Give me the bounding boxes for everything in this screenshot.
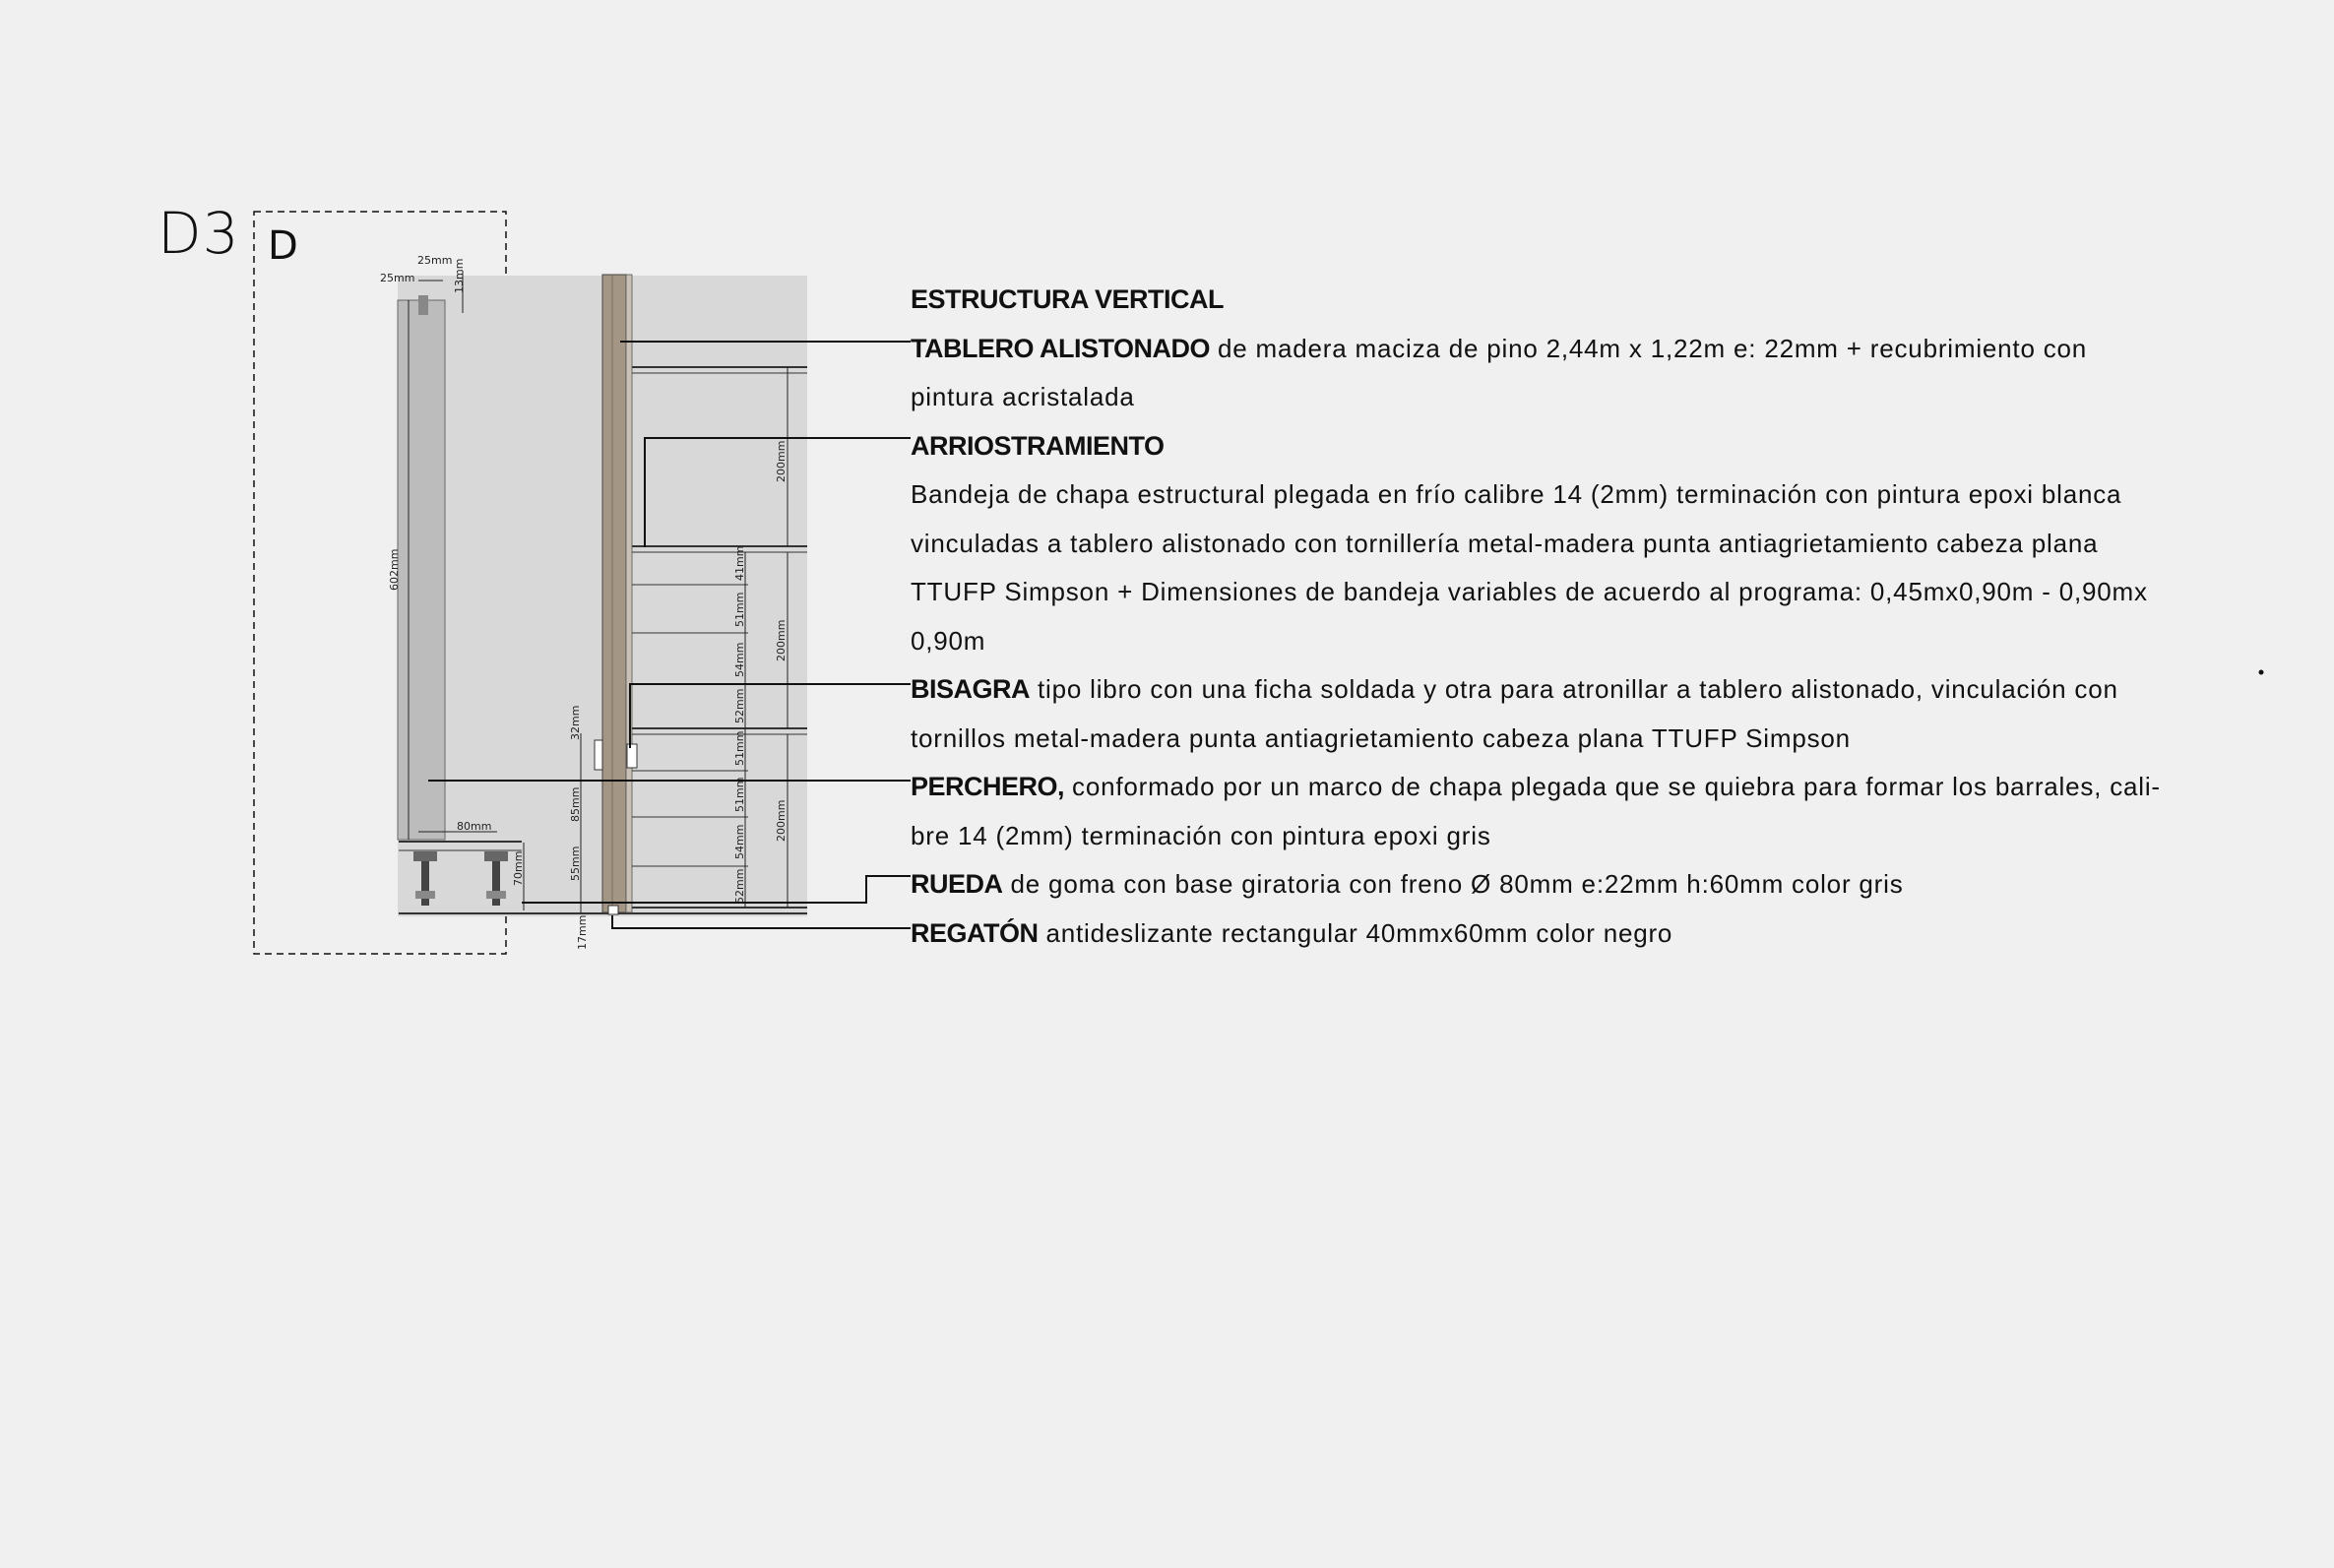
perchero-body bbox=[398, 300, 445, 840]
dim-bandeja-41: 41mm bbox=[733, 545, 746, 581]
note-title: BISAGRA bbox=[911, 674, 1031, 704]
dim-shelf-upper: 200mm bbox=[775, 440, 788, 482]
sheet-code: D3 bbox=[158, 200, 240, 267]
note-title: REGATÓN bbox=[911, 917, 1039, 948]
perchero-top-bracket bbox=[418, 295, 428, 315]
note-regaton bbox=[911, 909, 2161, 959]
dim-shelf-mid: 200mm bbox=[775, 619, 788, 661]
dim-left-55: 55mm bbox=[569, 846, 582, 881]
dim-perchero-top-width: 25mm bbox=[417, 254, 453, 267]
dim-wheel-width: 80mm bbox=[457, 820, 492, 833]
dim-bandeja-54a: 54mm bbox=[733, 642, 746, 677]
dim-perchero-height: 602mm bbox=[388, 548, 401, 591]
note-title: ESTRUCTURA VERTICAL bbox=[911, 284, 1224, 314]
dim-base-17: 17mm bbox=[576, 914, 589, 950]
note-rueda bbox=[911, 860, 2161, 909]
dim-bandeja-54b: 54mm bbox=[733, 824, 746, 859]
dim-shelf-lower: 200mm bbox=[775, 799, 788, 842]
regaton bbox=[608, 906, 618, 914]
tablero-edge bbox=[626, 275, 632, 912]
note-tablero-alistonado bbox=[911, 325, 2161, 422]
dim-bandeja-51c: 51mm bbox=[733, 777, 746, 812]
note-text: de madera maciza de pino 2,44m x 1,22m e: 22mm + recubrimiento con pintura acristalada bbox=[911, 333, 2088, 411]
note-title: ARRIOSTRAMIENTO bbox=[911, 430, 1165, 461]
note-bisagra bbox=[911, 665, 2161, 763]
note-text: de goma con base giratoria con freno Ø 80mm e:22mm h:60mm color gris bbox=[1010, 869, 1904, 899]
dim-perchero-top-height: 13mm bbox=[453, 258, 466, 293]
dim-perchero-left-width: 25mm bbox=[380, 272, 415, 284]
note-title: TABLERO ALISTONADO bbox=[911, 333, 1210, 363]
note-text: Bandeja de chapa estructural plegada en frío calibre 14 (2mm) terminación con pintura epoxi blanca vinculadas a tablero alistonado con tornillería metal-madera punta antiagrietamiento cabeza plana TTUFP Simpson + Dimensiones de bandeja variables de acuerdo al programa: 0,45mx0,90m - 0,90mx 0,90m bbox=[911, 479, 2148, 656]
dim-wheel-height: 70mm bbox=[512, 850, 525, 886]
note-title: RUEDA bbox=[911, 869, 1003, 899]
dim-left-32: 32mm bbox=[569, 705, 582, 740]
hinge bbox=[595, 740, 602, 770]
dim-left-85: 85mm bbox=[569, 786, 582, 822]
note-title: PERCHERO, bbox=[911, 772, 1065, 801]
dim-bandeja-51b: 51mm bbox=[733, 730, 746, 766]
note-text: tipo libro con una ficha soldada y otra para atronillar a tablero alistonado, vinculación con tornillos metal-madera punta antiagrietamiento cabeza plana TTUFP Simpson bbox=[911, 674, 2118, 753]
note-text: conformado por un marco de chapa plegada que se quiebra para formar los barrales, cali-bre 14 (2mm) terminación con pintura epoxi gris bbox=[911, 772, 2161, 850]
dim-bandeja-51a: 51mm bbox=[733, 592, 746, 627]
note-arriostramiento bbox=[911, 422, 2161, 471]
note-estructura-vertical bbox=[911, 276, 2161, 325]
dim-bandeja-52a: 52mm bbox=[733, 688, 746, 723]
tablero-board bbox=[602, 275, 626, 912]
note-perchero bbox=[911, 763, 2161, 860]
note-bandeja bbox=[911, 470, 2161, 665]
detail-letter: D bbox=[268, 223, 298, 269]
stray-mark bbox=[2259, 670, 2264, 675]
leader-regaton bbox=[612, 915, 911, 928]
dim-bandeja-52b: 52mm bbox=[733, 868, 746, 904]
note-text: antideslizante rectangular 40mmx60mm color negro bbox=[1045, 917, 1673, 948]
notes-panel bbox=[911, 276, 2161, 958]
